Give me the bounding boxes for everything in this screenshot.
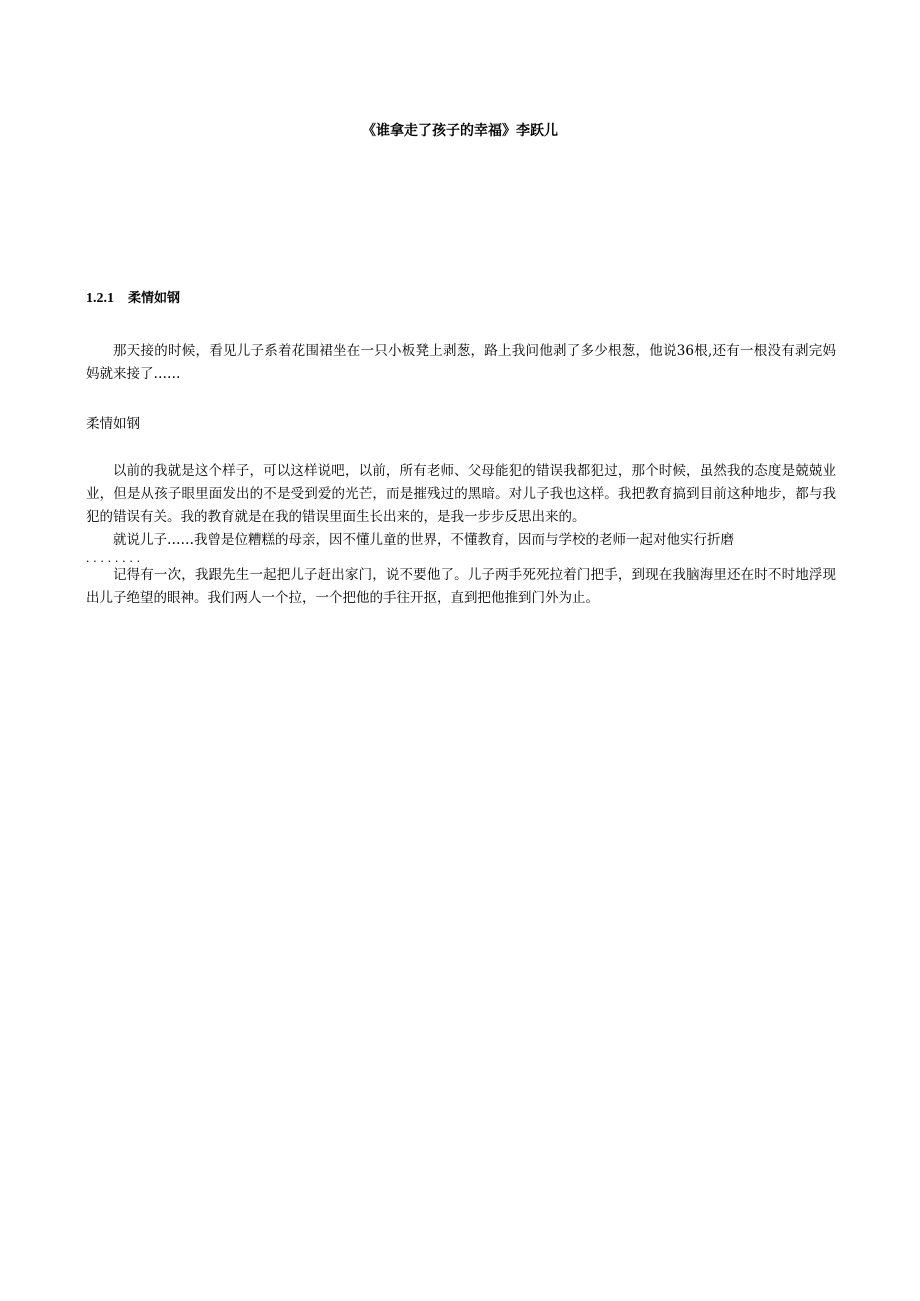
- subheading: 柔情如钢: [86, 416, 140, 432]
- intro-block: [86, 340, 836, 386]
- section-number: 1.2.1: [86, 291, 114, 306]
- document-title: 《谁拿走了孩子的幸福》李跃儿: [362, 123, 558, 139]
- subheading-block: [86, 413, 836, 436]
- paragraph-2: 以前的我就是这个样子，可以这样说吧，以前，所有老师、父母能犯的错误我都犯过，那个时候，虽然我的态度是兢兢业业，但是从孩子眼里面发出的不是受到爱的光芒，而是摧残过的黑暗。对儿子我也这样。我把教育搞到目前这种地步，都与我犯的错误有关。我的教育就是在我的错误里面生长出来的，是我一步步反思出来的。: [86, 463, 836, 525]
- section-title: 柔情如钢: [128, 291, 181, 306]
- paragraph-4: 记得有一次，我跟先生一起把儿子赶出家门，说不要他了。儿子两手死死拉着门把手，到现在我脑海里还在时不时地浮现出儿子绝望的眼神。我们两人一个拉，一个把他的手往开抠，直到把他推到门外为止。: [86, 567, 836, 606]
- paragraph-3-ellipsis: ........: [86, 550, 144, 565]
- paragraph-3: 就说儿子……我曾是位糟糕的母亲，因不懂儿童的世界，不懂教育，因而与学校的老师一起对他实行折磨: [113, 532, 734, 548]
- paragraph-1: 那天接的时候，看见儿子系着花围裙坐在一只小板凳上剥葱，路上我问他剥了多少根葱，他说36根,还有一根没有剥完妈妈就来接了……: [86, 343, 836, 382]
- main-block: [86, 460, 836, 610]
- section-heading: [86, 289, 180, 309]
